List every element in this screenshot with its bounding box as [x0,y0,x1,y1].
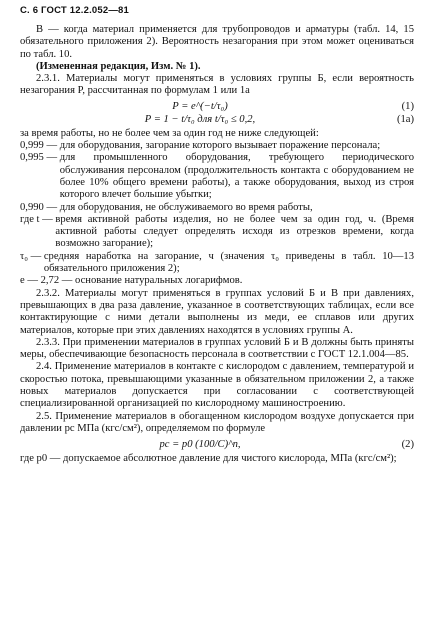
formula-2-expression: pc = p0 (100/C)^n, [159,439,241,451]
definition-term: τ₀ — [20,250,44,262]
definition-text: средняя наработка на загорание, ч (значения τ₀ приведены в табл. 10—13 обязательного приложения 2); [43,250,414,275]
formula-1a-expression: P = 1 − t/τ₀ для t/τ₀ ≤ 0,2, [144,113,256,125]
definition-term: e — [20,275,41,287]
definition-term: 0,995 — [20,152,60,164]
formula-2 [20,439,414,450]
paragraph-2-3-2: 2.3.2. Материалы могут применяться в группах условий Б и В при давлениях, превышающих в два раза давление, указанное в соответствующих таблицах, если все контактирующие с ними детали выполнены из меди, ее сплавов или других материалов, которые при этих давлениях находятся в условиях группы А. [20,287,414,336]
paragraph-group-v: В — когда материал применяется для трубопроводов и арматуры (табл. 14, 15 обязательного приложения 2). Вероятность незагорания при этом может оцениваться по табл. 10. [20,24,414,60]
document-body [20,24,414,466]
definition-text: время активной работы изделия, но не более чем за один год, ч. (Время активной работы следует определять исходя из отрезков времени, когда возможно загорание); [55,213,414,250]
definition-text: для промышленного оборудования, требующего периодического обслуживания персоналом (продолжительность контакта с оборудованием не более 10% общего времени работы), а также оборудования, выход из строя которого влечет большие убытки; [59,152,414,201]
amendment-note: (Измененная редакция, Изм. № 1). [36,60,201,72]
definition-item [20,202,414,214]
definition-item [20,152,414,201]
definition-text: допускаемое абсолютное давление для чистого кислорода, МПа (кгс/см²); [63,453,397,465]
definition-term: где p0 — [20,453,64,465]
definition-text: для оборудования, не обслуживаемого во время работы, [59,201,313,213]
formula-1a-number: (1а) [396,113,414,125]
definition-text: для оборудования, загорание которого вызывает поражение персонала; [59,140,381,152]
formula-1-expression: P = e^(−t/τ₀) [172,100,228,112]
formula-1 [20,101,414,112]
definition-list [20,140,414,288]
paragraph-2-5: 2.5. Применение материалов в обогащенном кислородом воздухе допускается при давлении pc МПа (кгс/см²), определяемом по формуле [20,410,414,434]
definition-item-p0 [20,453,414,465]
definition-item [20,251,414,276]
formula-2-number: (2) [401,439,414,451]
definition-item [20,140,414,152]
paragraph-2-3-1: 2.3.1. Материалы могут применяться в условиях группы Б, если вероятность незагорания P, рассчитанная по формулам 1 или 1а [20,73,414,97]
formula-1-number: (1) [401,100,414,112]
definition-term: где t — [20,213,56,225]
definition-term: 0,999 — [20,140,60,152]
page-header: С. 6 ГОСТ 12.2.052—81 [20,5,130,16]
definition-text: 2,72 — основание натуральных логарифмов. [40,275,243,287]
paragraph-2-4: 2.4. Применение материалов в контакте с кислородом с давлением, температурой и скоростью потока, превышающими указанные в обязательном приложении 2, а также новых материалов допускается при согласовании с соответствующей специализированной организацией по кислородному машиностроению. [20,361,414,410]
definition-item [20,214,414,251]
definition-term: 0,990 — [20,201,60,213]
formula-1a [20,114,414,125]
paragraph-2-3-3: 2.3.3. При применении материалов в группах условий Б и В должны быть приняты меры, обеспечивающие безопасность персонала в соответствии с ГОСТ 12.1.004—85. [20,336,414,361]
paragraph-work-time: за время работы, но не более чем за один год не ниже следующей: [20,127,319,139]
definition-item [20,275,414,287]
